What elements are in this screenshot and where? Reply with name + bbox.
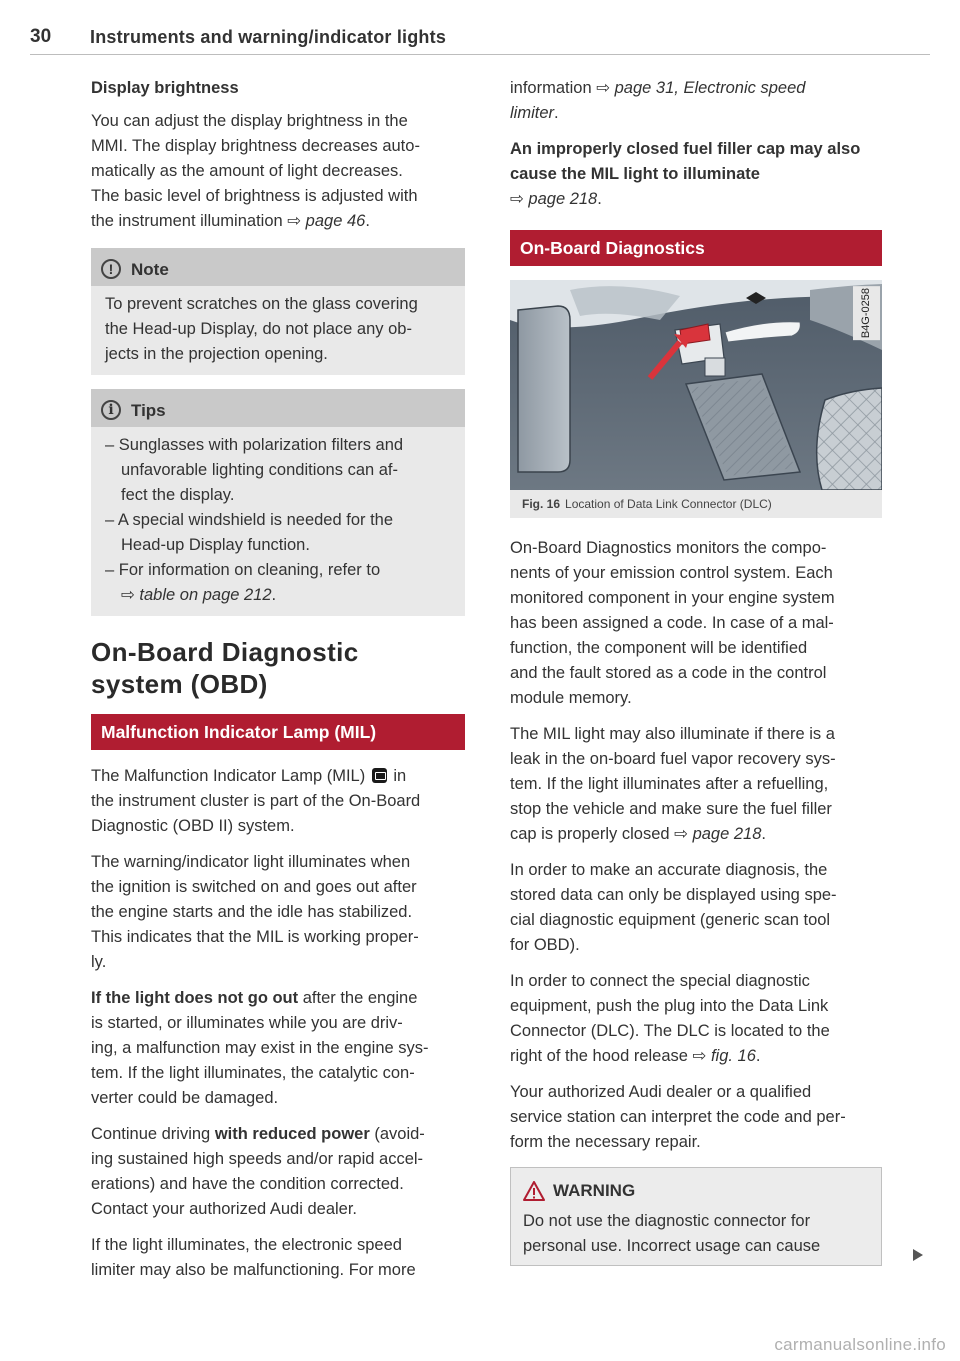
page-218-link[interactable]: ⇨ page 218 xyxy=(510,190,598,208)
check-engine-icon xyxy=(372,768,387,783)
list-item: – For information on cleaning, refer to ⇨ table on page 212. xyxy=(105,561,381,604)
note-box xyxy=(91,248,465,375)
display-brightness-heading: Display brightness xyxy=(91,79,239,97)
tips-body xyxy=(91,427,465,616)
page-header xyxy=(30,26,930,50)
list-item: – A special windshield is needed for the Head-up Display function. xyxy=(105,511,394,554)
mil-paragraph-3: If the light does not go out after the engine is started, or illuminates while you are driv- ing, a malfunction may exist in the engine sys- tem. If the light illuminates, the catalytic con- verter could be damaged. xyxy=(91,989,429,1107)
obd-subheading: On-Board Diagnostics xyxy=(510,230,882,266)
mil-paragraph-5: If the light illuminates, the electronic speed limiter may also be malfunctioning. For more xyxy=(91,1236,416,1279)
exclamation-circle-icon: ! xyxy=(101,259,121,279)
obd-section-title: On-Board Diagnostic system (OBD) xyxy=(91,637,359,699)
warning-triangle-icon xyxy=(523,1181,545,1201)
warning-box xyxy=(510,1167,882,1266)
obd-paragraph-3: In order to make an accurate diagnosis, the stored data can only be displayed using spe- cial diagnostic equipment (generic scan tool for OBD). xyxy=(510,861,837,954)
fig-16-link[interactable]: ⇨ fig. 16 xyxy=(692,1047,756,1065)
page-31-link[interactable]: ⇨ page 31, Electronic speed limiter xyxy=(510,79,806,122)
tips-label: Tips xyxy=(131,400,166,420)
header-divider xyxy=(30,54,930,55)
info-circle-icon: i xyxy=(101,400,121,420)
obd-paragraph-1: On-Board Diagnostics monitors the compo- nents of your emission control system. Each monitored component in your engine system has been assigned a code. In case of a mal- function, the component will be identified and the fault stored as a code in the control module memory. xyxy=(510,539,835,707)
watermark: carmanualsonline.info xyxy=(774,1335,946,1354)
figure-id-label: B4G-0258 xyxy=(853,286,880,340)
mil-subheading: Malfunction Indicator Lamp (MIL) xyxy=(91,714,465,750)
warning-label: WARNING xyxy=(553,1181,636,1200)
continue-arrow-icon xyxy=(913,1249,923,1261)
continued-paragraph: information ⇨ page 31, Electronic speed limiter. xyxy=(510,79,806,122)
tips-box xyxy=(91,389,465,616)
list-item: – Sunglasses with polarization filters and unfavorable lighting conditions can af- fect the display. xyxy=(105,436,404,504)
mil-paragraph-2: The warning/indicator light illuminates when the ignition is switched on and goes out after the engine starts and the idle has stabilized. This indicates that the MIL is working proper- ly. xyxy=(91,853,419,971)
page-number: 30 xyxy=(30,26,52,47)
left-column xyxy=(91,76,465,1294)
chapter-title: Instruments and warning/indicator lights xyxy=(90,27,447,47)
right-column xyxy=(510,76,882,1266)
warning-body: Do not use the diagnostic connector for personal use. Incorrect usage can cause xyxy=(523,1212,821,1255)
tips-header xyxy=(91,389,465,427)
obd-paragraph-5: Your authorized Audi dealer or a qualified service station can interpret the code and per- form the necessary repair. xyxy=(510,1083,846,1151)
note-header xyxy=(91,248,465,286)
mil-paragraph-1: The Malfunction Indicator Lamp (MIL) in the instrument cluster is part of the On-Board Diagnostic (OBD II) system. xyxy=(91,767,421,835)
warning-header xyxy=(511,1168,881,1207)
page-218-link-2[interactable]: ⇨ page 218 xyxy=(674,825,762,843)
mil-paragraph-4: Continue driving with reduced power (avoid- ing sustained high speeds and/or rapid accel- erations) and have the condition corrected. Contact your authorized Audi dealer. xyxy=(91,1125,425,1218)
note-body: To prevent scratches on the glass covering the Head-up Display, do not place any ob- jects in the projection opening. xyxy=(105,295,418,363)
figure-caption: Fig. 16 Location of Data Link Connector (DLC) xyxy=(510,490,882,518)
dlc-location-figure xyxy=(510,280,882,490)
table-page-212-link[interactable]: ⇨ table on page 212 xyxy=(121,586,272,604)
obd-paragraph-2: The MIL light may also illuminate if there is a leak in the on-board fuel vapor recovery sys- tem. If the light illuminates after a refuelling, stop the vehicle and make sure the fuel filler cap is properly closed ⇨ page 218. xyxy=(510,725,836,843)
fuel-cap-paragraph: An improperly closed fuel filler cap may also cause the MIL light to illuminate ⇨ page 218. xyxy=(510,140,861,208)
page-46-link[interactable]: ⇨ page 46 xyxy=(287,212,366,230)
dlc-illustration xyxy=(510,280,882,490)
display-brightness-paragraph: You can adjust the display brightness in the MMI. The display brightness decreases auto- matically as the amount of light decreases. The basic level of brightness is adjusted with the instrument illumination ⇨ page 46. xyxy=(91,112,420,230)
obd-paragraph-4: In order to connect the special diagnostic equipment, push the plug into the Data Link Connector (DLC). The DLC is located to the right of the hood release ⇨ fig. 16. xyxy=(510,972,830,1065)
note-label: Note xyxy=(131,259,169,279)
